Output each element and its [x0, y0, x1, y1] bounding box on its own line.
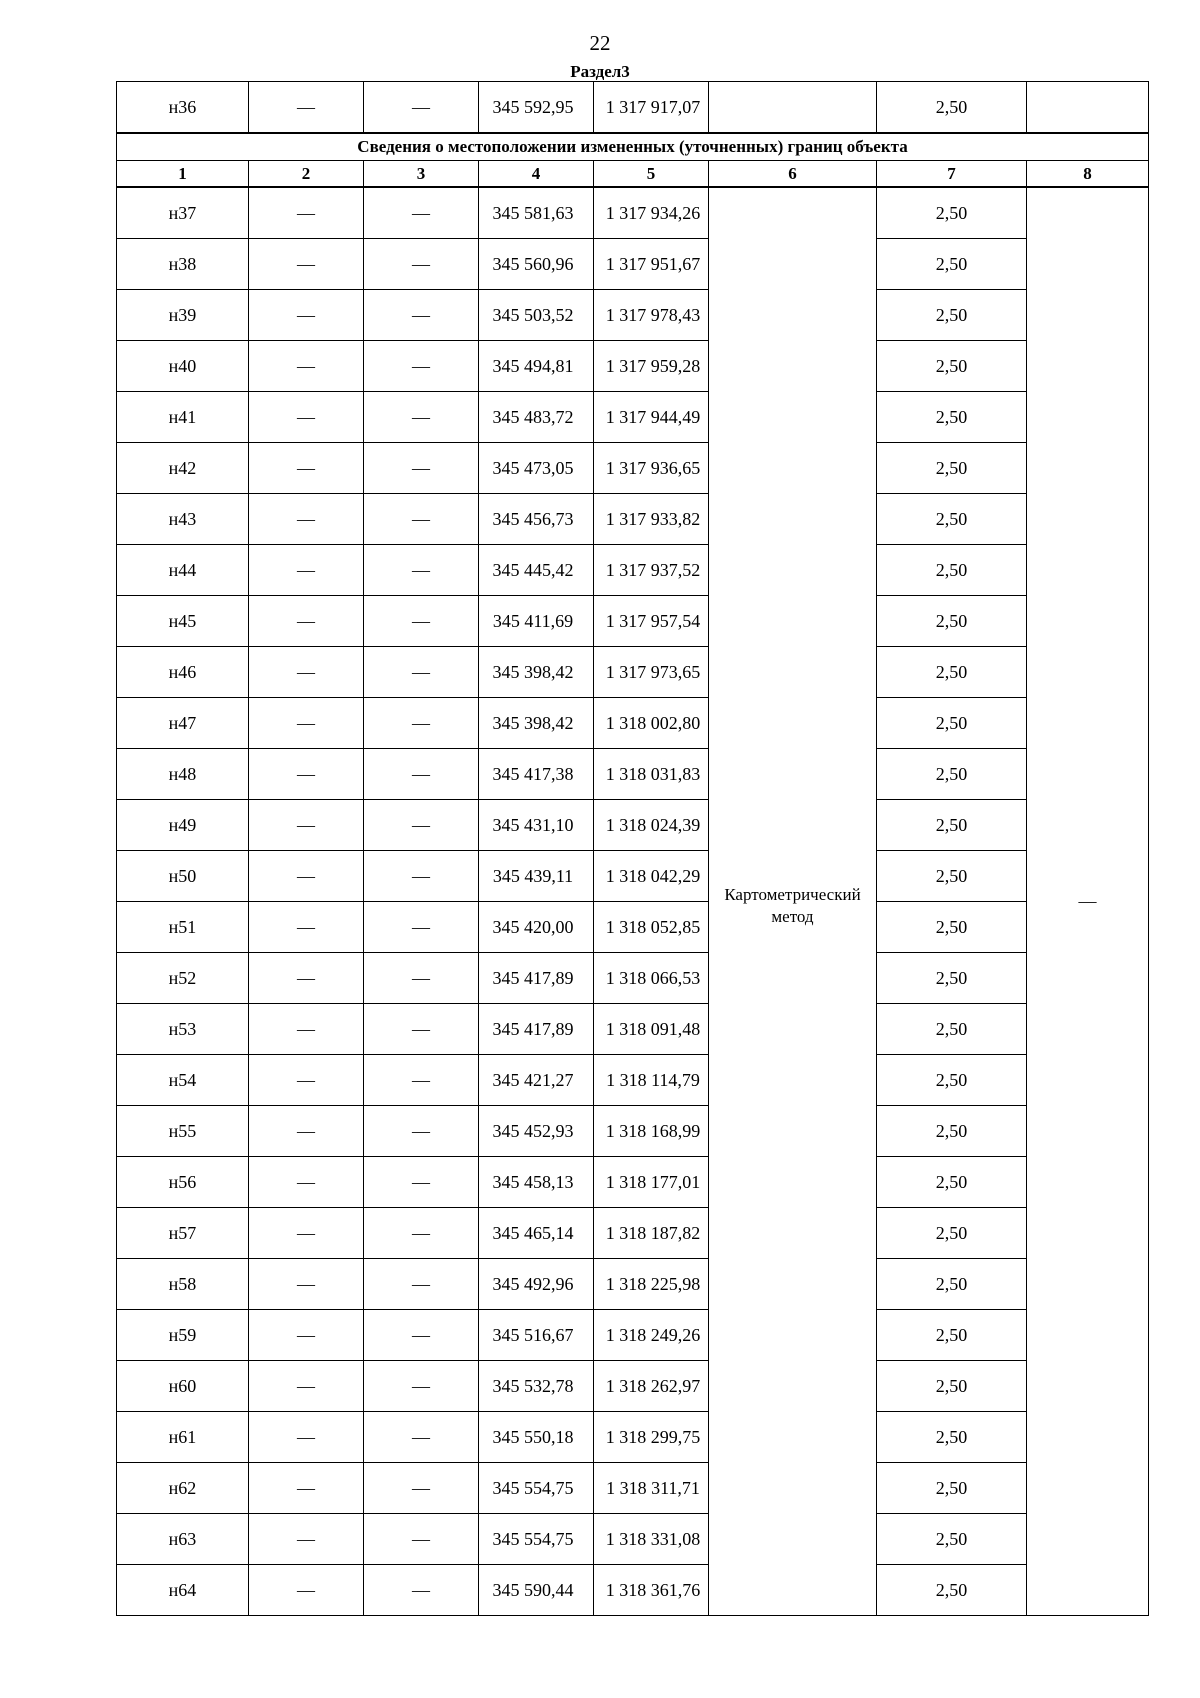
point-name-cell: н39 — [117, 290, 249, 341]
table-row — [117, 1106, 1149, 1157]
table-row — [117, 82, 1149, 134]
col2-cell: — — [249, 1004, 364, 1055]
y-coordinate-cell: 1 318 249,26 — [594, 1310, 709, 1361]
point-name-cell: н52 — [117, 953, 249, 1004]
col3-cell: — — [364, 596, 479, 647]
accuracy-cell: 2,50 — [877, 698, 1027, 749]
accuracy-cell: 2,50 — [877, 392, 1027, 443]
column-header: 2 — [249, 161, 364, 188]
point-name-cell: н60 — [117, 1361, 249, 1412]
accuracy-cell: 2,50 — [877, 1259, 1027, 1310]
col2-cell: — — [249, 851, 364, 902]
y-coordinate-cell: 1 318 299,75 — [594, 1412, 709, 1463]
col3-cell: — — [364, 1259, 479, 1310]
accuracy-cell: 2,50 — [877, 443, 1027, 494]
table-row — [117, 953, 1149, 1004]
y-coordinate-cell: 1 318 024,39 — [594, 800, 709, 851]
col2-cell: — — [249, 1565, 364, 1616]
table-row — [117, 800, 1149, 851]
x-coordinate-cell: 345 417,89 — [479, 1004, 594, 1055]
x-coordinate-cell: 345 417,38 — [479, 749, 594, 800]
x-coordinate-cell: 345 458,13 — [479, 1157, 594, 1208]
x-coordinate-cell: 345 592,95 — [479, 82, 594, 134]
accuracy-cell: 2,50 — [877, 1157, 1027, 1208]
col2-cell: — — [249, 82, 364, 134]
col2-cell: — — [249, 443, 364, 494]
y-coordinate-cell: 1 318 187,82 — [594, 1208, 709, 1259]
accuracy-cell: 2,50 — [877, 1004, 1027, 1055]
accuracy-cell: 2,50 — [877, 82, 1027, 134]
point-name-cell: н46 — [117, 647, 249, 698]
y-coordinate-cell: 1 318 002,80 — [594, 698, 709, 749]
table-header-row — [117, 161, 1149, 188]
col3-cell: — — [364, 1208, 479, 1259]
y-coordinate-cell: 1 318 066,53 — [594, 953, 709, 1004]
y-coordinate-cell: 1 317 917,07 — [594, 82, 709, 134]
y-coordinate-cell: 1 318 052,85 — [594, 902, 709, 953]
point-name-cell: н37 — [117, 187, 249, 239]
accuracy-cell: 2,50 — [877, 647, 1027, 698]
col3-cell: — — [364, 1106, 479, 1157]
point-name-cell: н51 — [117, 902, 249, 953]
table-row — [117, 1361, 1149, 1412]
table-row — [117, 545, 1149, 596]
x-coordinate-cell: 345 492,96 — [479, 1259, 594, 1310]
x-coordinate-cell: 345 431,10 — [479, 800, 594, 851]
point-name-cell: н58 — [117, 1259, 249, 1310]
col2-cell: — — [249, 698, 364, 749]
accuracy-cell: 2,50 — [877, 1565, 1027, 1616]
col2-cell: — — [249, 647, 364, 698]
y-coordinate-cell: 1 317 934,26 — [594, 187, 709, 239]
col2-cell: — — [249, 494, 364, 545]
table-row — [117, 1004, 1149, 1055]
accuracy-cell: 2,50 — [877, 187, 1027, 239]
accuracy-cell: 2,50 — [877, 851, 1027, 902]
accuracy-cell: 2,50 — [877, 749, 1027, 800]
accuracy-cell: 2,50 — [877, 1106, 1027, 1157]
column-header: 5 — [594, 161, 709, 188]
table-row — [117, 341, 1149, 392]
col3-cell: — — [364, 647, 479, 698]
table-row — [117, 443, 1149, 494]
method-cell — [709, 82, 877, 134]
x-coordinate-cell: 345 494,81 — [479, 341, 594, 392]
point-name-cell: н41 — [117, 392, 249, 443]
column-header: 3 — [364, 161, 479, 188]
x-coordinate-cell: 345 550,18 — [479, 1412, 594, 1463]
table-row — [117, 187, 1149, 239]
point-name-cell: н40 — [117, 341, 249, 392]
accuracy-cell: 2,50 — [877, 290, 1027, 341]
x-coordinate-cell: 345 590,44 — [479, 1565, 594, 1616]
point-name-cell: н47 — [117, 698, 249, 749]
x-coordinate-cell: 345 581,63 — [479, 187, 594, 239]
table-row — [117, 851, 1149, 902]
x-coordinate-cell: 345 411,69 — [479, 596, 594, 647]
col3-cell: — — [364, 1157, 479, 1208]
col2-cell: — — [249, 545, 364, 596]
accuracy-cell: 2,50 — [877, 1514, 1027, 1565]
x-coordinate-cell: 345 554,75 — [479, 1514, 594, 1565]
col2-cell: — — [249, 953, 364, 1004]
col3-cell: — — [364, 953, 479, 1004]
col2-cell: — — [249, 1514, 364, 1565]
x-coordinate-cell: 345 452,93 — [479, 1106, 594, 1157]
y-coordinate-cell: 1 318 177,01 — [594, 1157, 709, 1208]
point-name-cell: н56 — [117, 1157, 249, 1208]
column-header: 4 — [479, 161, 594, 188]
col3-cell: — — [364, 392, 479, 443]
col3-cell: — — [364, 187, 479, 239]
col2-cell: — — [249, 1463, 364, 1514]
x-coordinate-cell: 345 483,72 — [479, 392, 594, 443]
col8-cell — [1027, 82, 1149, 134]
col3-cell: — — [364, 1004, 479, 1055]
table-row — [117, 1259, 1149, 1310]
point-name-cell: н48 — [117, 749, 249, 800]
accuracy-cell: 2,50 — [877, 1361, 1027, 1412]
y-coordinate-cell: 1 318 311,71 — [594, 1463, 709, 1514]
col2-cell: — — [249, 1157, 364, 1208]
y-coordinate-cell: 1 318 331,08 — [594, 1514, 709, 1565]
col3-cell: — — [364, 1412, 479, 1463]
col3-cell: — — [364, 1463, 479, 1514]
x-coordinate-cell: 345 456,73 — [479, 494, 594, 545]
col3-cell: — — [364, 1361, 479, 1412]
point-name-cell: н38 — [117, 239, 249, 290]
x-coordinate-cell: 345 560,96 — [479, 239, 594, 290]
col3-cell: — — [364, 800, 479, 851]
point-name-cell: н55 — [117, 1106, 249, 1157]
accuracy-cell: 2,50 — [877, 494, 1027, 545]
x-coordinate-cell: 345 439,11 — [479, 851, 594, 902]
point-name-cell: н61 — [117, 1412, 249, 1463]
accuracy-cell: 2,50 — [877, 545, 1027, 596]
col2-cell: — — [249, 800, 364, 851]
table-body — [117, 82, 1149, 1616]
point-name-cell: н45 — [117, 596, 249, 647]
table-row — [117, 392, 1149, 443]
x-coordinate-cell: 345 398,42 — [479, 647, 594, 698]
point-name-cell: н54 — [117, 1055, 249, 1106]
point-name-cell: н63 — [117, 1514, 249, 1565]
table-row — [117, 1565, 1149, 1616]
col2-cell: — — [249, 392, 364, 443]
y-coordinate-cell: 1 317 973,65 — [594, 647, 709, 698]
col2-cell: — — [249, 1106, 364, 1157]
point-name-cell: н50 — [117, 851, 249, 902]
section-title: Раздел3 — [570, 62, 630, 81]
col2-cell: — — [249, 1310, 364, 1361]
y-coordinate-cell: 1 318 091,48 — [594, 1004, 709, 1055]
column-header: 7 — [877, 161, 1027, 188]
x-coordinate-cell: 345 554,75 — [479, 1463, 594, 1514]
accuracy-cell: 2,50 — [877, 1310, 1027, 1361]
col2-cell: — — [249, 902, 364, 953]
table-row — [117, 290, 1149, 341]
accuracy-cell: 2,50 — [877, 902, 1027, 953]
accuracy-cell: 2,50 — [877, 596, 1027, 647]
y-coordinate-cell: 1 318 031,83 — [594, 749, 709, 800]
x-coordinate-cell: 345 516,67 — [479, 1310, 594, 1361]
col3-cell: — — [364, 82, 479, 134]
table-row — [117, 1157, 1149, 1208]
table-row — [117, 647, 1149, 698]
col2-cell: — — [249, 1055, 364, 1106]
accuracy-cell: 2,50 — [877, 341, 1027, 392]
table-row — [117, 1463, 1149, 1514]
col3-cell: — — [364, 902, 479, 953]
accuracy-cell: 2,50 — [877, 1412, 1027, 1463]
point-name-cell: н44 — [117, 545, 249, 596]
col3-cell: — — [364, 749, 479, 800]
point-name-cell: н42 — [117, 443, 249, 494]
y-coordinate-cell: 1 317 957,54 — [594, 596, 709, 647]
table-row — [117, 698, 1149, 749]
table-row — [117, 1514, 1149, 1565]
y-coordinate-cell: 1 317 933,82 — [594, 494, 709, 545]
col2-cell: — — [249, 290, 364, 341]
y-coordinate-cell: 1 318 114,79 — [594, 1055, 709, 1106]
col8-cell: — — [1027, 187, 1149, 1616]
x-coordinate-cell: 345 445,42 — [479, 545, 594, 596]
y-coordinate-cell: 1 318 042,29 — [594, 851, 709, 902]
accuracy-cell: 2,50 — [877, 1463, 1027, 1514]
col2-cell: — — [249, 1361, 364, 1412]
table-row — [117, 1055, 1149, 1106]
y-coordinate-cell: 1 317 951,67 — [594, 239, 709, 290]
point-name-cell: н36 — [117, 82, 249, 134]
table-row — [117, 596, 1149, 647]
column-header: 8 — [1027, 161, 1149, 188]
method-cell: Картометрический метод — [709, 187, 877, 1616]
col3-cell: — — [364, 494, 479, 545]
table-row — [117, 749, 1149, 800]
table-row — [117, 494, 1149, 545]
table-caption: Сведения о местоположении измененных (уточненных) границ объекта — [117, 133, 1149, 161]
coordinates-table — [116, 81, 1149, 1616]
col2-cell: — — [249, 239, 364, 290]
y-coordinate-cell: 1 318 225,98 — [594, 1259, 709, 1310]
col3-cell: — — [364, 341, 479, 392]
col3-cell: — — [364, 290, 479, 341]
col2-cell: — — [249, 749, 364, 800]
accuracy-cell: 2,50 — [877, 239, 1027, 290]
col2-cell: — — [249, 1412, 364, 1463]
col2-cell: — — [249, 1259, 364, 1310]
page-number: 22 — [589, 31, 611, 55]
col2-cell: — — [249, 1208, 364, 1259]
y-coordinate-cell: 1 318 262,97 — [594, 1361, 709, 1412]
col3-cell: — — [364, 239, 479, 290]
col3-cell: — — [364, 1310, 479, 1361]
point-name-cell: н49 — [117, 800, 249, 851]
point-name-cell: н62 — [117, 1463, 249, 1514]
x-coordinate-cell: 345 532,78 — [479, 1361, 594, 1412]
col3-cell: — — [364, 1055, 479, 1106]
point-name-cell: н64 — [117, 1565, 249, 1616]
accuracy-cell: 2,50 — [877, 1208, 1027, 1259]
x-coordinate-cell: 345 465,14 — [479, 1208, 594, 1259]
table-row — [117, 1412, 1149, 1463]
table-row — [117, 1310, 1149, 1361]
col2-cell: — — [249, 341, 364, 392]
y-coordinate-cell: 1 318 168,99 — [594, 1106, 709, 1157]
y-coordinate-cell: 1 317 978,43 — [594, 290, 709, 341]
point-name-cell: н57 — [117, 1208, 249, 1259]
point-name-cell: н53 — [117, 1004, 249, 1055]
x-coordinate-cell: 345 398,42 — [479, 698, 594, 749]
accuracy-cell: 2,50 — [877, 800, 1027, 851]
x-coordinate-cell: 345 420,00 — [479, 902, 594, 953]
point-name-cell: н43 — [117, 494, 249, 545]
accuracy-cell: 2,50 — [877, 953, 1027, 1004]
col3-cell: — — [364, 1514, 479, 1565]
table-row — [117, 902, 1149, 953]
accuracy-cell: 2,50 — [877, 1055, 1027, 1106]
table-row — [117, 239, 1149, 290]
point-name-cell: н59 — [117, 1310, 249, 1361]
col3-cell: — — [364, 443, 479, 494]
col3-cell: — — [364, 545, 479, 596]
col2-cell: — — [249, 596, 364, 647]
x-coordinate-cell: 345 417,89 — [479, 953, 594, 1004]
col3-cell: — — [364, 1565, 479, 1616]
y-coordinate-cell: 1 317 936,65 — [594, 443, 709, 494]
col3-cell: — — [364, 698, 479, 749]
y-coordinate-cell: 1 318 361,76 — [594, 1565, 709, 1616]
y-coordinate-cell: 1 317 959,28 — [594, 341, 709, 392]
col3-cell: — — [364, 851, 479, 902]
x-coordinate-cell: 345 473,05 — [479, 443, 594, 494]
col2-cell: — — [249, 187, 364, 239]
table-caption-row — [117, 133, 1149, 161]
table-row — [117, 1208, 1149, 1259]
column-header: 6 — [709, 161, 877, 188]
y-coordinate-cell: 1 317 937,52 — [594, 545, 709, 596]
x-coordinate-cell: 345 503,52 — [479, 290, 594, 341]
x-coordinate-cell: 345 421,27 — [479, 1055, 594, 1106]
column-header: 1 — [117, 161, 249, 188]
y-coordinate-cell: 1 317 944,49 — [594, 392, 709, 443]
